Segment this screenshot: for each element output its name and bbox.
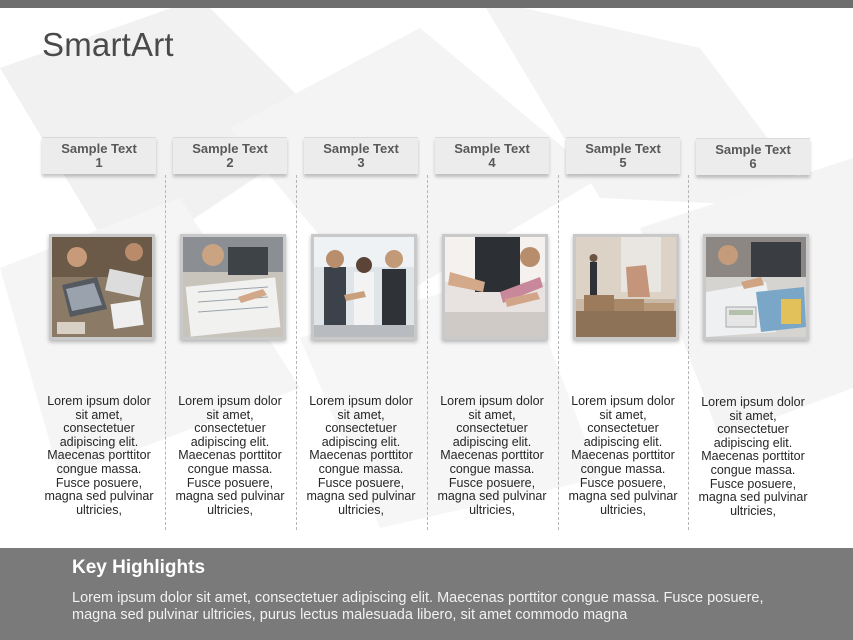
column-4-photo[interactable] bbox=[442, 234, 548, 340]
column-3-photo[interactable] bbox=[311, 234, 417, 340]
column-6-heading-card[interactable] bbox=[696, 138, 810, 175]
column-4 bbox=[434, 0, 556, 548]
column-2-photo[interactable] bbox=[180, 234, 286, 340]
column-3 bbox=[303, 0, 425, 548]
column-6-description: Lorem ipsum dolor sit amet, consectetuer adipiscing elit. Maecenas porttitor congue massa. Fusce posuere, magna sed pulvinar ultricies, bbox=[698, 395, 808, 518]
column-3-heading-card[interactable] bbox=[304, 137, 418, 174]
column-4-heading: Sample Text bbox=[454, 141, 530, 156]
column-divider bbox=[427, 175, 428, 530]
key-highlights-title: Key Highlights bbox=[72, 557, 206, 578]
column-4-heading-card[interactable] bbox=[435, 137, 549, 174]
column-1-heading: Sample Text bbox=[61, 141, 137, 156]
column-3-description: Lorem ipsum dolor sit amet, consectetuer adipiscing elit. Maecenas porttitor congue massa. Fusce posuere, magna sed pulvinar ultricies, bbox=[306, 394, 416, 517]
column-3-heading: Sample Text bbox=[323, 141, 399, 156]
key-highlights-panel bbox=[0, 548, 853, 640]
column-2-description: Lorem ipsum dolor sit amet, consectetuer adipiscing elit. Maecenas porttitor congue massa. Fusce posuere, magna sed pulvinar ultricies, bbox=[175, 394, 285, 517]
column-divider bbox=[558, 175, 559, 530]
column-5-description: Lorem ipsum dolor sit amet, consectetuer adipiscing elit. Maecenas porttitor congue massa. Fusce posuere, magna sed pulvinar ultricies, bbox=[568, 394, 678, 517]
column-5-heading: Sample Text bbox=[585, 141, 661, 156]
column-1-heading-card[interactable] bbox=[42, 137, 156, 174]
column-divider bbox=[296, 175, 297, 530]
column-1-photo[interactable] bbox=[49, 234, 155, 340]
column-4-number: 4 bbox=[488, 155, 496, 170]
column-2 bbox=[172, 0, 294, 548]
column-2-heading: Sample Text bbox=[192, 141, 268, 156]
column-6-photo[interactable] bbox=[703, 234, 809, 340]
column-1 bbox=[41, 0, 163, 548]
column-5 bbox=[565, 0, 687, 548]
column-5-heading-card[interactable] bbox=[566, 137, 680, 174]
column-6-number: 6 bbox=[749, 156, 757, 171]
column-2-number: 2 bbox=[226, 155, 234, 170]
column-divider bbox=[165, 175, 166, 530]
key-highlights-body: Lorem ipsum dolor sit amet, consectetuer adipiscing elit. Maecenas porttitor congue massa. Fusce posuere, magna sed pulvinar ultricies, purus lectus malesuada libero, sit amet commodo magna bbox=[72, 590, 764, 623]
column-1-number: 1 bbox=[95, 155, 103, 170]
column-2-heading-card[interactable] bbox=[173, 137, 287, 174]
column-divider bbox=[688, 175, 689, 530]
column-1-description: Lorem ipsum dolor sit amet, consectetuer adipiscing elit. Maecenas porttitor congue massa. Fusce posuere, magna sed pulvinar ultricies, bbox=[44, 394, 154, 517]
slide-title: SmartArt bbox=[42, 26, 174, 63]
column-5-number: 5 bbox=[619, 155, 627, 170]
column-4-description: Lorem ipsum dolor sit amet, consectetuer adipiscing elit. Maecenas porttitor congue massa. Fusce posuere, magna sed pulvinar ultricies, bbox=[437, 394, 547, 517]
column-3-number: 3 bbox=[357, 155, 365, 170]
column-6-heading: Sample Text bbox=[715, 142, 791, 157]
column-6 bbox=[695, 0, 817, 548]
column-5-photo[interactable] bbox=[573, 234, 679, 340]
